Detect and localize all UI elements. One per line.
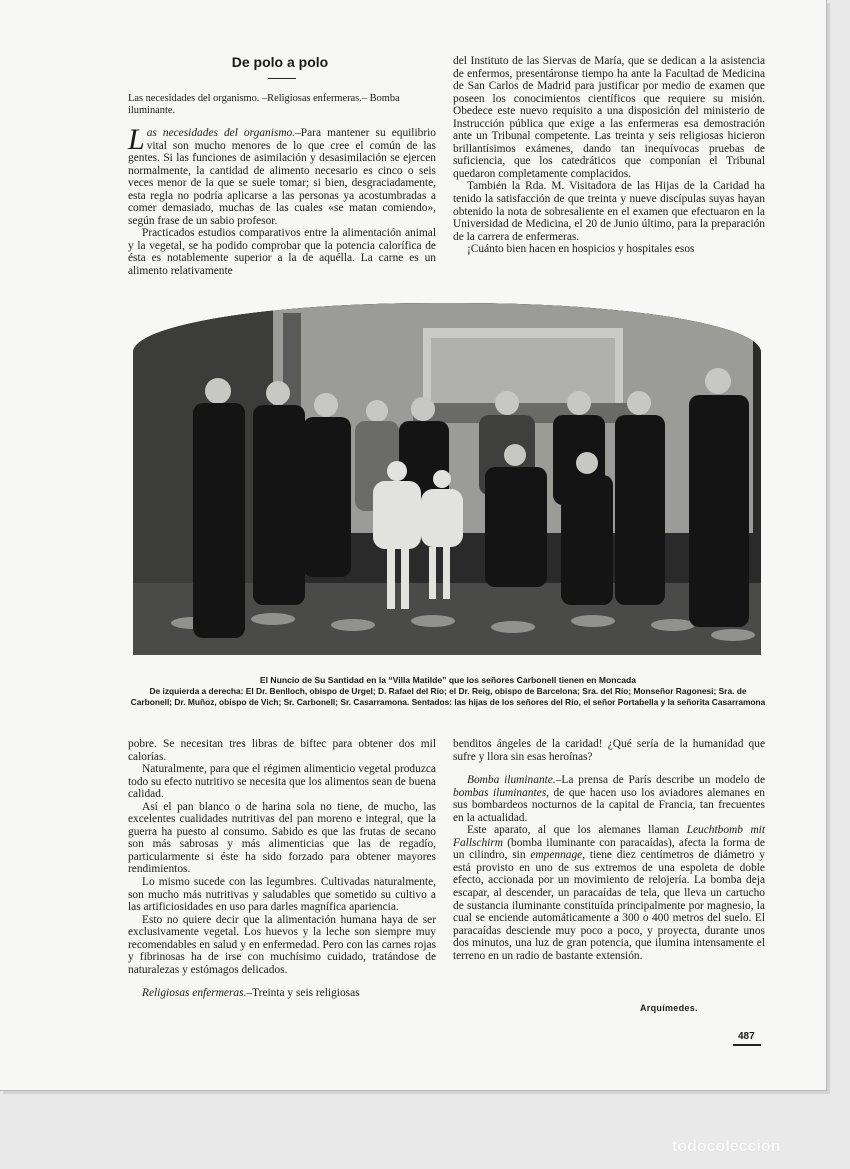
section-heading: Bomba iluminante. <box>467 774 556 787</box>
column-left-bottom <box>128 738 436 1018</box>
paragraph-text: –Para mantener su equilibrio vital son mucho menores de lo que cree el común de las gentes. Si las funciones de asimilación y desasimilación se ejercen normalmente, la cantidad de alimento necesario es cinco o seis veces menor de la que se suele tomar; si bien, desgraciadamente, esta regla no podría aplicarse a las personas ya acostumbradas a comer demasiado, muchas de las cuales «se matan comiendo», según frase de un sabio profesor. <box>128 127 436 227</box>
paragraph <box>128 987 436 1000</box>
paragraph: Naturalmente, para que el régimen alimenticio vegetal produzca todo su efecto nutritivo se necesita que los alimentos sean de buena calidad. <box>128 763 436 801</box>
title-divider <box>268 78 296 79</box>
caption-body: De izquierda a derecha: El Dr. Benlloch, obispo de Urgel; D. Rafael del Río; el Dr. Reig, obispo de Barcelona; Sra. del Río; Monseñor Ragonesi; Sra. de Carbonell; Dr. Muñoz, obispo de Vich; Sr. Carbonell; Sr. Casarramona. Sentados: las hijas de los señores del Río, el señor Portabella y la señorita Casarramona <box>130 686 766 707</box>
paragraph-text: –La prensa de París describe un modelo de <box>555 774 766 787</box>
section-heading: as necesidades del organismo. <box>146 127 296 139</box>
paragraph: ¡Cuánto bien hacen en hospicios y hospitales esos <box>467 243 695 256</box>
paragraph: Practicados estudios comparativos entre la alimentación animal y la vegetal, se ha podido comprobar que la potencia calorífica de ésta es notablemente superior a la de aquélla. La carne es un alimento relativamente <box>128 227 436 278</box>
paragraph-text: , tiene diez centímetros de diámetro y está provisto en uno de sus extremos de una espoleta de doble efecto, accionada por un movimiento de relojería. La bomba deja escapar, al descender, un paracaídas de tela, que lleva un cartucho de sustancia iluminante constituída principalmente por magnesio, la cual se enciende automáticamente a 300 o 400 metros del suelo. El paracaídas desciende muy poco a poco, y proyecta, durante unos dos minutos, una luz de gran potencia, que ilumina intensamente el terreno en un radio de bastante extensión. <box>453 849 765 962</box>
italic-term: Leuchtbomb mit Fallschirm <box>453 824 766 849</box>
section-heading: Religiosas enfermeras. <box>142 987 247 1000</box>
caption-title: El Nuncio de Su Santidad en la “Villa Matilde” que los señores Carbonell tienen en Moncada <box>259 675 637 685</box>
paragraph: Lo mismo sucede con las legumbres. Cultivadas naturalmente, son mucho más nutritivas y saludables que sometido su cultivo a las artificiosidades en uso para darles magnífica apariencia. <box>128 876 436 914</box>
photo-caption <box>128 675 768 708</box>
paragraph-text: , de que hacen uso los aviadores alemanes en sus bombardeos nocturnos de la capital de Francia, tan frecuentes en la actualidad. <box>453 786 765 824</box>
column-right-top <box>453 55 765 287</box>
drop-cap: L <box>128 123 145 156</box>
group-photograph <box>133 303 761 655</box>
paragraph-text: (bomba iluminante con paracaídas), afecta la forma de un cilindro, sin <box>453 836 765 862</box>
page-number-underline <box>733 1044 761 1046</box>
paragraph-text: –Treinta y seis religiosas <box>246 987 360 1000</box>
page-number: 487 <box>738 1031 755 1042</box>
italic-term: bombas iluminantes <box>453 786 547 799</box>
column-right-bottom <box>453 738 765 1000</box>
paragraph <box>128 123 436 227</box>
paragraph-text: Este aparato, al que los alemanes llaman <box>467 824 687 837</box>
paragraph <box>453 774 765 824</box>
paragraph: benditos ángeles de la caridad! ¿Qué sería de la humanidad que sufre y llora sin esas heroínas? <box>453 738 765 763</box>
paragraph: pobre. Se necesitan tres libras de biftec para obtener dos mil calorías. <box>128 738 436 763</box>
article-summary: Las necesidades del organismo. –Religiosas enfermeras.– Bomba iluminante. <box>128 93 400 116</box>
column-left-top <box>128 123 436 287</box>
paragraph: Esto no quiere decir que la alimentación humana haya de ser exclusivamente vegetal. Los huevos y la leche son siempre muy recomendables en salud y en enfermedad. Pero con las carnes rojas y fibrinosas ha de irse con muchísimo cuidado, tratándose de naturalezas y estómagos delicados. <box>128 913 436 976</box>
paragraph <box>453 824 765 962</box>
italic-term: empennage <box>530 849 583 862</box>
paragraph: También la Rda. M. Visitadora de las Hijas de la Caridad ha tenido la satisfacción de que treinta y nueve discípulas suyas hayan obtenido la nota de sobresaliente en el examen que efectuaron en la Universidad de Medicina, el 20 de Junio último, para la preparación de la carrera de enfermeras. <box>453 180 765 243</box>
paragraph: del Instituto de las Siervas de María, que se dedican a la asistencia de enfermos, presentáronse tiempo ha ante la Facultad de Medicina de San Carlos de Madrid para justificar por medio de examen que poseen los conocimientos científicos que requiere su misión. Obedece este nuevo requisito a una disposición del ministerio de Instrucción pública que exige a las enfermeras esa demostración ante un Tribunal competente. Las treinta y seis religiosas hicieron brillantísimos exámenes, dando tan inequívocas pruebas de suficiencia, que los catedráticos que componían el Tribunal quedaron completamente complacidos. <box>453 55 765 180</box>
author-signature: Arquímedes. <box>640 1003 698 1013</box>
article-title: De polo a polo <box>231 54 329 70</box>
photo-illustration <box>133 303 761 655</box>
watermark-logo: todocoleccion <box>672 1138 781 1155</box>
paragraph: Así el pan blanco o de harina sola no tiene, de mucho, las excelentes cualidades nutritivas del pan moreno e integral, que la guerra ha puesto al consumo. Sabido es que las frutas de secano son más sabrosas y más alimenticias que las de regadío, particularmente si éste ha sido forzado para obtener mayores rendimientos. <box>128 800 436 876</box>
